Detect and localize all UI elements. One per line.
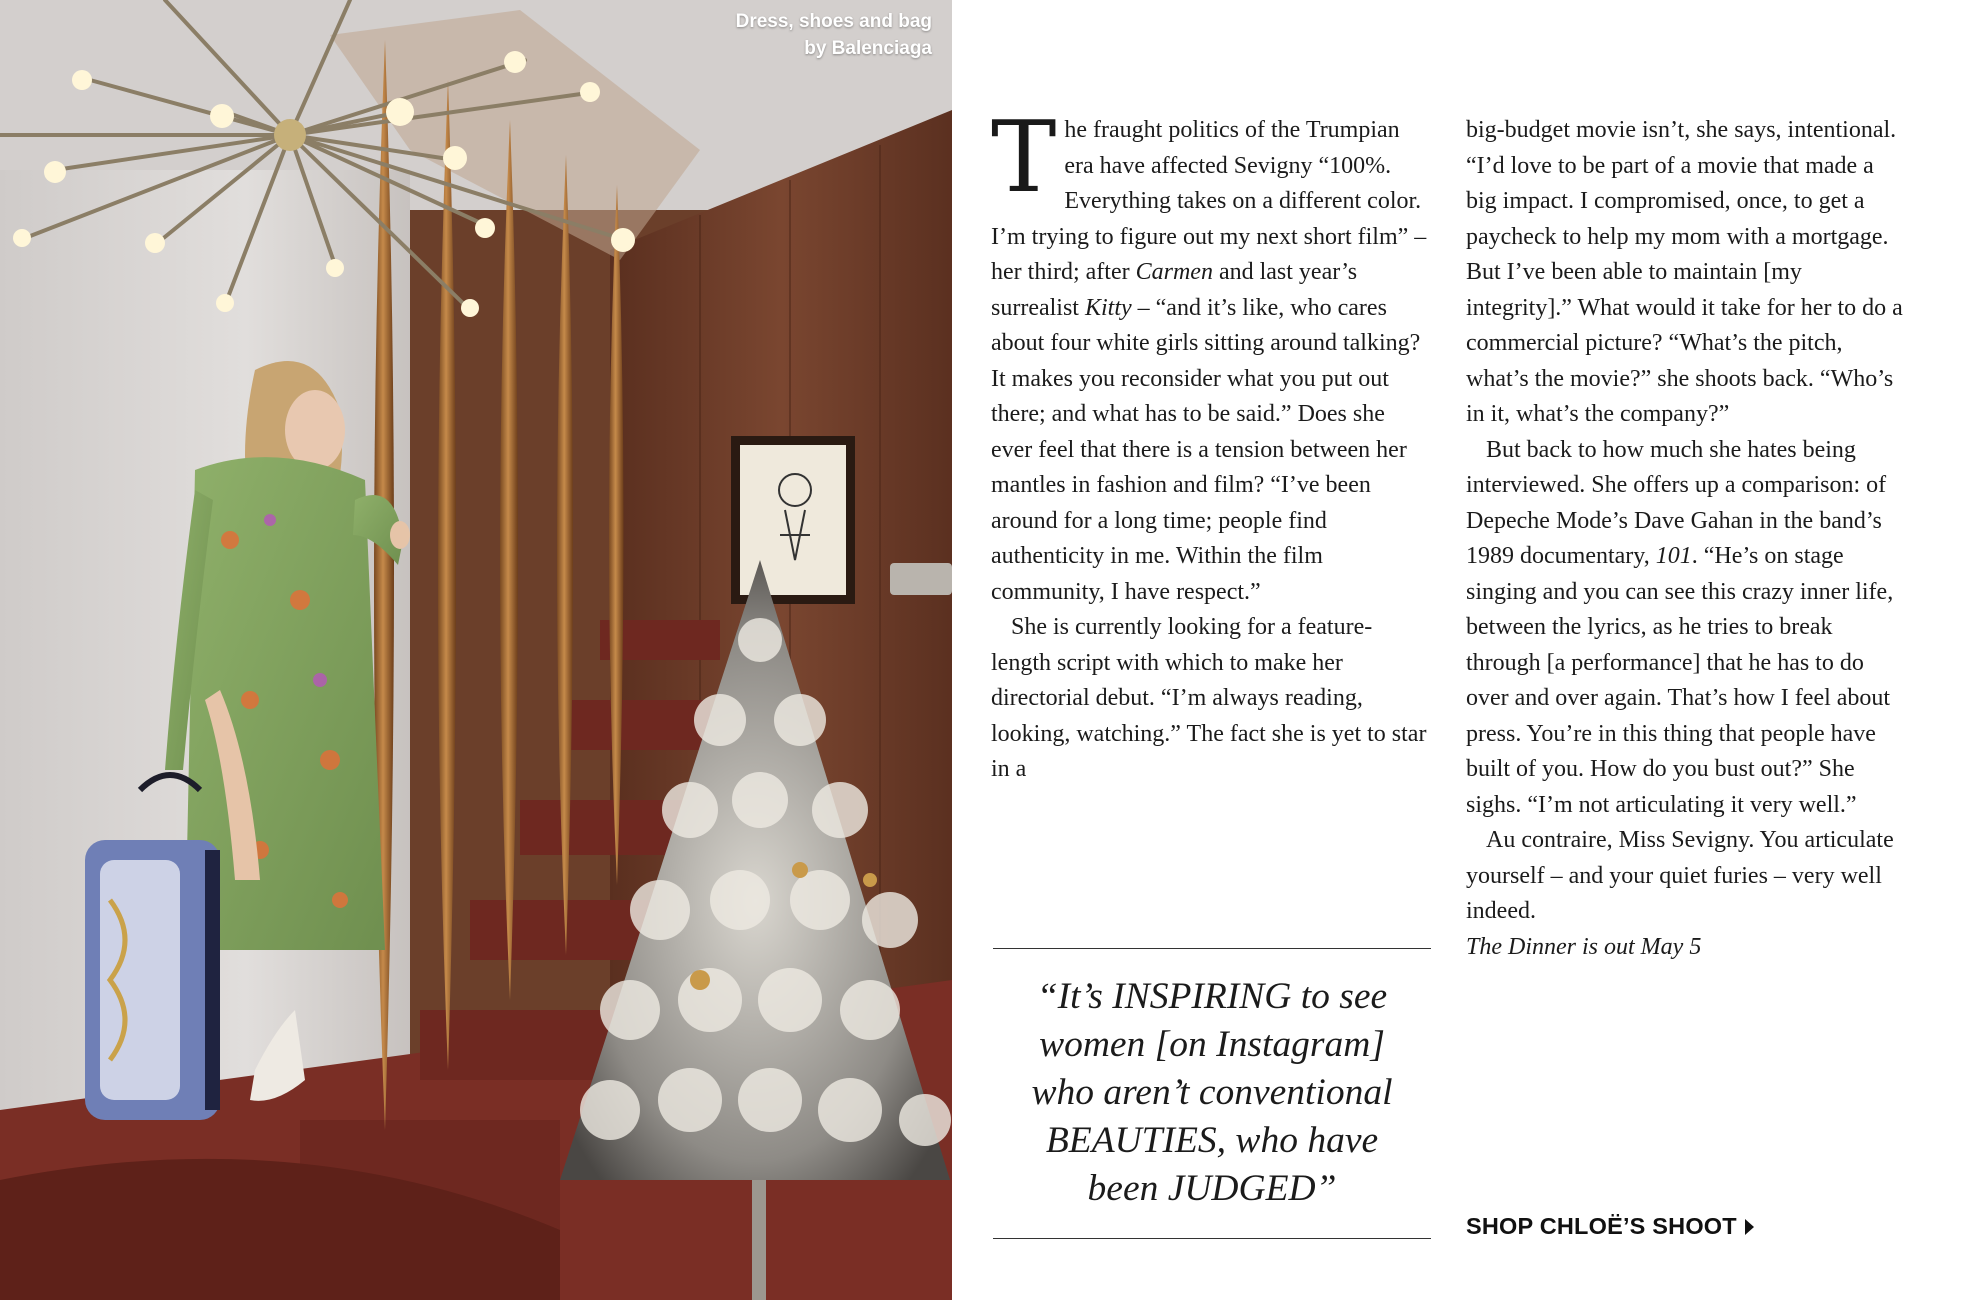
article-signoff: The Dinner is out May 5 <box>1466 933 1702 960</box>
pull-quote-line: “It’s INSPIRING to see <box>1036 976 1388 1017</box>
paragraph-text: But back to how much she hates being interviewed. She offers up a comparison: of Depeche Mode’s Dave Gahan in the band’s 1989 documentary, <box>1466 436 1887 569</box>
wall-switch <box>890 563 952 595</box>
framed-artwork <box>731 436 855 604</box>
paragraph-text: he fraught politics of the Trumpian era have affected Sevigny “100%. Everything takes on a different color. I’m trying to figure out my next short film” – her third; after <box>991 117 1427 285</box>
pull-quote-line: BEAUTIES, who have <box>1045 1120 1379 1161</box>
drop-cap: T <box>991 101 1057 215</box>
photo-illustration <box>0 0 952 1300</box>
credit-line: Dress, shoes and bag <box>735 11 932 32</box>
shop-link-label: SHOP CHLOË’S SHOOT <box>1466 1213 1737 1239</box>
film-title: 101 <box>1655 543 1692 569</box>
film-title: Kitty <box>1084 294 1132 321</box>
paragraph-text: and last year’s surrealist <box>991 259 1358 321</box>
article-paragraph <box>1466 433 1906 824</box>
shop-the-shoot-link[interactable] <box>1466 1213 1754 1240</box>
editorial-photo <box>0 0 952 1300</box>
article-column-left <box>991 101 1431 788</box>
pull-quote-text <box>993 973 1431 1213</box>
photo-credit <box>736 8 932 62</box>
paragraph-text: . “He’s on stage singing and you can see this crazy inner life, between the lyrics, as he tries to break through [a performance] that he has to do over and over again. That’s how I feel about press. You’re in this thing that people have built of you. How do you bust out?” She sighs. “I’m not articulating it very well.” <box>1466 543 1894 818</box>
article-paragraph: She is currently looking for a feature-length script with which to make her directorial debut. “I’m always reading, looking, watching.” The fact she is yet to star in a <box>991 614 1427 782</box>
paragraph-text: – “and it’s like, who cares about four white girls sitting around talking? It makes you reconsider what you put out there; and what has to be said.” Does she ever feel that there is a tension between her mantles in fashion and film? “I’ve been around for a long time; people find authenticity in me. Within the film community, I have respect.” <box>991 294 1421 605</box>
film-title: Carmen <box>1135 259 1213 285</box>
article-column-right <box>1466 113 1906 965</box>
article-paragraph: Au contraire, Miss Sevigny. You articulate yourself – and your quiet furies – very well indeed. <box>1466 827 1894 924</box>
pull-quote-line: who aren’t conventional <box>1031 1072 1393 1113</box>
pull-quote-line: women [on Instagram] <box>1039 1024 1385 1065</box>
pull-quote <box>993 948 1431 1239</box>
chevron-right-icon <box>1745 1219 1754 1235</box>
article-paragraph: big-budget movie isn’t, she says, intentional. “I’d love to be part of a movie that made a big impact. I compromised, once, to get a paycheck to help my mom with a mortgage. But I’ve been able to maintain [my integrity].” What would it take for her to do a commercial picture? “What’s the pitch, what’s the movie?” she shoots back. “Who’s in it, what’s the company?” <box>1466 117 1903 427</box>
article-paragraph <box>991 101 1431 610</box>
pull-quote-line: been JUDGED” <box>1087 1168 1337 1209</box>
credit-line: by Balenciaga <box>804 38 932 59</box>
